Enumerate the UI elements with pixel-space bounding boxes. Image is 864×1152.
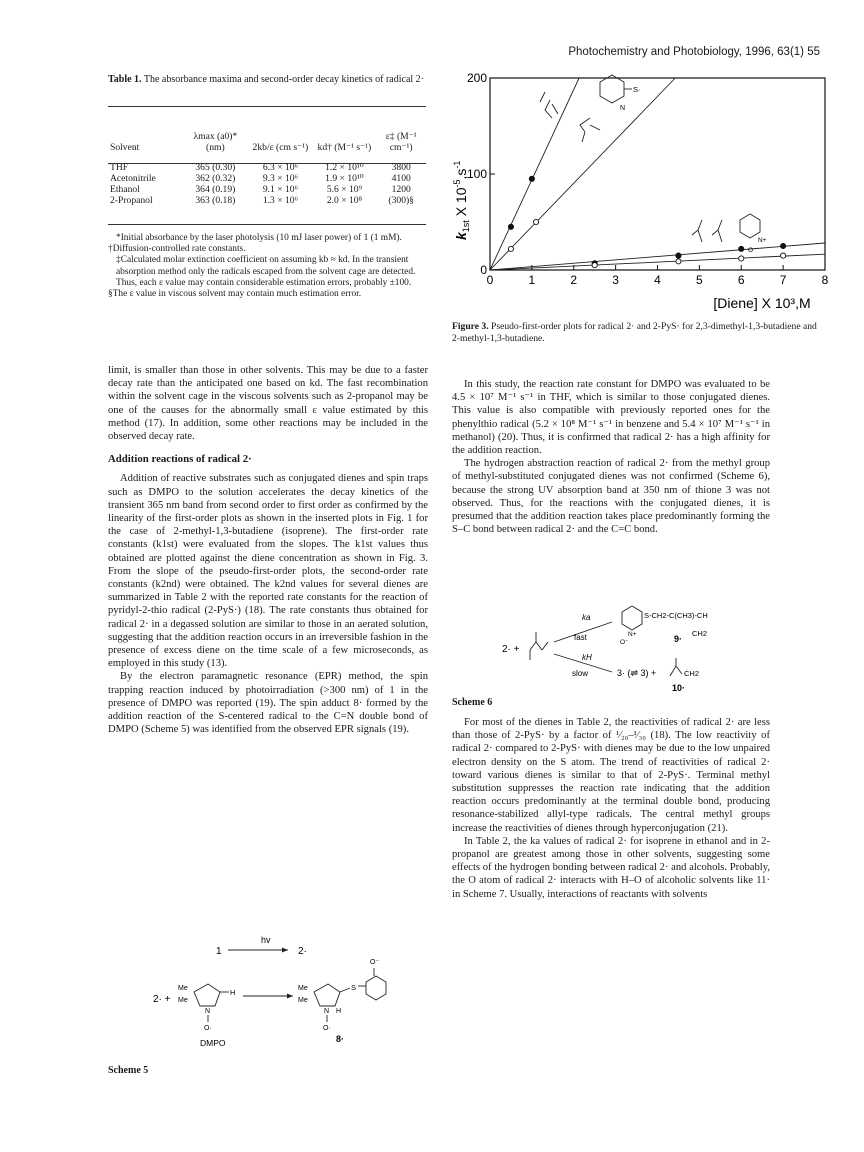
cell: 3800 bbox=[391, 162, 411, 173]
data-point bbox=[781, 243, 786, 248]
inset-o-minus: O⁻ bbox=[748, 247, 757, 254]
table-caption bbox=[108, 74, 428, 86]
scheme5-o: O· bbox=[323, 1025, 331, 1032]
allyl-structure bbox=[670, 658, 682, 676]
scheme5-me: Me bbox=[178, 997, 188, 1004]
table-header-rule bbox=[108, 163, 426, 164]
table-row bbox=[108, 195, 426, 206]
data-point bbox=[508, 246, 513, 251]
scheme5-o-minus: O⁻ bbox=[370, 959, 380, 966]
pyridine-ring bbox=[366, 976, 386, 1000]
table-1 bbox=[108, 108, 426, 206]
scheme-6-label: Scheme 6 bbox=[452, 697, 493, 708]
cell: 1.2 × 10¹⁰ bbox=[325, 162, 364, 173]
x-tick-label: 5 bbox=[696, 273, 703, 287]
pyridine-ring bbox=[600, 75, 624, 103]
scheme6-o-minus: O⁻ bbox=[620, 639, 629, 646]
scheme5-h: H bbox=[336, 1008, 342, 1015]
right-column bbox=[452, 378, 770, 536]
y-tick-label: 100 bbox=[466, 167, 487, 181]
x-tick-label: 4 bbox=[654, 273, 661, 287]
cell: 363 (0.18) bbox=[195, 195, 236, 206]
scheme6-ka: ka bbox=[582, 613, 591, 622]
paragraph: By the electron paramagnetic resonance (EPR) method, the spin trapping reaction induced by photoirradiation (>300 nm) of 1 in the presence of DMPO was reported (19). The spin adduct 8· formed by the addition reaction of the S-centered radical to the C=N double bond of DMPO (Scheme 5) was identified from the observed EPR signals (19). bbox=[108, 671, 428, 736]
cell: 2.0 × 10⁸ bbox=[326, 195, 362, 206]
fig3-axes bbox=[490, 78, 825, 270]
arrowhead bbox=[282, 948, 288, 953]
diene-structure bbox=[580, 118, 600, 142]
cell: 9.3 × 10⁶ bbox=[262, 173, 298, 184]
y-label-exp: -5 bbox=[452, 179, 462, 188]
inset-n-plus: N+ bbox=[758, 237, 767, 244]
scheme5-o: O· bbox=[204, 1025, 212, 1032]
scheme6-product3: 3· (⇌ 3) + bbox=[617, 668, 657, 678]
table-row bbox=[108, 184, 426, 195]
dmpo-ring bbox=[194, 984, 220, 1006]
scheme6-n-plus: N+ bbox=[628, 631, 637, 638]
bond bbox=[340, 988, 350, 992]
scheme6-product10: 10· bbox=[672, 683, 686, 692]
scheme5-n: N bbox=[324, 1008, 330, 1015]
scheme5-dmpo: DMPO bbox=[200, 1038, 226, 1048]
scheme5-hv: hv bbox=[261, 935, 271, 945]
scheme5-plus: 2· + bbox=[153, 994, 171, 1005]
cell: 6.3 × 10⁶ bbox=[262, 162, 298, 173]
scheme6-chain: S-CH2-C(CH3)-CH bbox=[644, 611, 708, 620]
data-point bbox=[739, 246, 744, 251]
paragraph: In Table 2, the ka values of radical 2· for isoprene in ethanol and in 2-propanol are greatest among those in other solvents, suggesting some effects of the hydrogen bonding between radical 2· and alcohols. Probably, the O atom of radical 2· interacts with H–O of alcoholic solvents like 11· in Scheme 7. Usually, interactions of reactants with solvents bbox=[452, 835, 770, 900]
y-tick-label: 200 bbox=[466, 71, 487, 85]
data-point bbox=[676, 253, 681, 258]
footnote: *Initial absorbance by the laser photolysis (10 mJ laser power) of 1 (1 mM). bbox=[116, 233, 402, 243]
scheme-5-label: Scheme 5 bbox=[108, 1065, 149, 1076]
data-points bbox=[508, 176, 785, 268]
y-label-unit: ,s bbox=[453, 168, 469, 180]
scheme-5 bbox=[108, 930, 428, 1060]
scheme6-kh: kH bbox=[582, 653, 592, 662]
inset-s-radical: S· bbox=[633, 85, 641, 94]
section-heading: Addition reactions of radical 2· bbox=[108, 453, 252, 466]
data-point bbox=[592, 263, 597, 268]
cell: 2-Propanol bbox=[110, 195, 153, 206]
figure-caption bbox=[452, 321, 822, 344]
plot-frame bbox=[490, 78, 825, 270]
header-solvent: Solvent bbox=[110, 142, 140, 153]
scheme6-product9: 9· bbox=[674, 634, 683, 644]
inset-dimethylbutadiene bbox=[540, 92, 558, 118]
cell: 9.1 × 10⁶ bbox=[262, 184, 298, 195]
scheme5-reactant: 1 bbox=[216, 946, 222, 957]
inset-2pys-structure bbox=[600, 75, 641, 112]
scheme5-me: Me bbox=[298, 985, 308, 992]
cell: Acetonitrile bbox=[110, 173, 156, 184]
pyridine-ring bbox=[740, 214, 760, 238]
x-tick-label: 2 bbox=[570, 273, 578, 287]
y-label-rest: X 10 bbox=[453, 187, 469, 221]
data-point bbox=[533, 219, 538, 224]
cell: THF bbox=[110, 162, 129, 173]
product-ring bbox=[314, 984, 340, 1006]
paragraph: limit, is smaller than those in other solvents. This may be due to a faster decay rate than the anticipated one based on kd. The fast recombination within the solvent cage in the viscous solvents such as 2-propanol may be one of the causes for the abnormally small ε value estimated by this method (17). In addition, some other reactions may be included in the observed decay rate. bbox=[108, 365, 428, 443]
table-caption-text: The absorbance maxima and second-order decay kinetics of radical 2· bbox=[143, 74, 425, 85]
diene-structure bbox=[692, 220, 702, 242]
x-ticks bbox=[487, 265, 829, 287]
diene-structure bbox=[540, 92, 558, 118]
cell: Ethanol bbox=[110, 184, 140, 195]
paragraph: In this study, the reaction rate constant for DMPO was evaluated to be 4.5 × 10⁷ M⁻¹ s⁻¹ in THF, which is similar to those conjugated dienes. This value is also compatible with previously reported ones for the phenylthio radical (5.2 × 10⁸ M⁻¹ s⁻¹ in benzene and 5.4 × 10⁷ M⁻¹ s⁻¹ in methanol) (20). Thus, it is confirmed that radical 2· has a high affinity for the addition reaction. bbox=[452, 379, 770, 457]
cell: 5.6 × 10⁹ bbox=[326, 184, 362, 195]
paragraph: Addition of reactive substrates such as conjugated dienes and spin traps such as DMPO to the solution accelerates the decay kinetics of the transient 365 nm band from second order to first order as confirmed by the linearity of the first-order plots as shown in the inserted plots in Fig. 1 for the case of 2-methyl-1,3-butadiene (isoprene). The first-order rate constants (k1st) were evaluated from the slopes. The k1st values thus obtained are plotted against the diene concentration as shown in Fig. 3. From the slope of the pseudo-first-order plots, the second-order rate constants (k2nd) were obtained. The k2nd values for several dienes are summarized in Table 2 with the reported rate constants for the reaction of pyridyl-2-thio radical (2-PyS·) (18). The rate constants thus obtained for radical 2· in a degassed solution are similar to those in an aerated solution, suggesting that the addition reaction occurs in an irreversible fashion in the presence of excess diene on the time scale of a few microseconds, as employed in this study (13). bbox=[108, 473, 428, 670]
table-label: Table 1. bbox=[108, 74, 142, 85]
cell: 1.3 × 10⁶ bbox=[262, 195, 298, 206]
scheme6-fast: fast bbox=[574, 633, 587, 642]
table-header-row bbox=[108, 108, 426, 154]
data-point bbox=[739, 256, 744, 261]
paragraph: The hydrogen abstraction reaction of radical 2· from the methyl group of methyl-substituted conjugated dienes was not confirmed (Scheme 6), because the strong UV absorption band at 350 nm of thione 3 was not observed. Thus, for the reactions with the conjugated dienes, it is presumed that the addition reaction takes place predominantly forming the S–C bond between radical 2· and the C=C bond. bbox=[452, 458, 770, 536]
table-row bbox=[108, 173, 426, 184]
x-tick-label: 3 bbox=[612, 273, 619, 287]
fit-lines bbox=[490, 78, 825, 270]
header-lambda: λmax (a0)* (nm) bbox=[193, 131, 238, 153]
left-column bbox=[108, 364, 428, 736]
table-footnotes bbox=[108, 233, 430, 300]
x-tick-label: 7 bbox=[779, 273, 787, 287]
cell: 362 (0.32) bbox=[195, 173, 236, 184]
figure-3 bbox=[440, 70, 840, 320]
data-point bbox=[529, 176, 534, 181]
table-bottom-rule bbox=[108, 224, 426, 225]
cell: 1200 bbox=[391, 184, 411, 195]
y-ticks bbox=[467, 71, 495, 277]
diene-structure bbox=[712, 220, 722, 242]
right-column-continued bbox=[452, 716, 770, 901]
scheme5-n: N bbox=[205, 1008, 211, 1015]
inset-thione-structure bbox=[692, 214, 767, 254]
data-point bbox=[676, 259, 681, 264]
footnote: ‡Calculated molar extinction coefficient on assuming kb ≈ kd. In the transient absorption method only the radicals escaped from the solvent cage are detected. Thus, each ε value may contain considerable estimation errors, probably ±100. bbox=[116, 255, 416, 288]
y-label-unit-exp: -1 bbox=[452, 160, 462, 169]
paragraph: For most of the dienes in Table 2, the reactivities of radical 2· are less than those of 2-PyS· by a factor of ¹⁄₂₀–¹⁄₃₀ (18). The low reactivity of radical 2· compared to 2-PyS· with dienes may be due to the low unpaired electron density on the S atom. The trend of reactivities of radical 2· toward various dienes is similar to that of 2-PyS·. Terminal methyl substitution suppresses the reaction rate indicating that the addition reaction occurs predominantly at the terminal double bond, producing resonance-stabilized allyl-type radicals. The central methyl groups increase the reactivities of dienes through hyperconjugation (21). bbox=[452, 717, 770, 834]
data-point bbox=[508, 224, 513, 229]
header-kd: kd† (M⁻¹ s⁻¹) bbox=[317, 142, 372, 153]
isoprene-structure bbox=[530, 632, 548, 660]
cell: 365 (0.30) bbox=[195, 162, 236, 173]
running-head: Photochemistry and Photobiology, 1996, 63(1) 55 bbox=[568, 46, 820, 58]
fit-line bbox=[490, 78, 675, 270]
footnote: §The ε value in viscous solvent may contain much estimation error. bbox=[108, 289, 362, 300]
scheme5-s: S bbox=[351, 983, 357, 992]
figure-caption-text: Pseudo-first-order plots for radical 2· and 2-PyS· for 2,3-dimethyl-1,3-butadiene and 2-methyl-1,3-butadiene. bbox=[452, 321, 817, 344]
footnote: †Diffusion-controlled rate constants. bbox=[108, 244, 246, 255]
scheme5-radical: 2· bbox=[298, 946, 307, 957]
x-tick-label: 6 bbox=[737, 273, 745, 287]
scheme5-product: 8· bbox=[336, 1034, 345, 1044]
cell: 364 (0.19) bbox=[195, 184, 236, 195]
inset-isoprene bbox=[580, 118, 600, 142]
data-point bbox=[781, 253, 786, 258]
scheme6-ch2: CH2 bbox=[692, 629, 708, 638]
scheme-6 bbox=[452, 604, 782, 692]
pyridine-ring bbox=[622, 606, 642, 630]
x-tick-label: 8 bbox=[821, 273, 829, 287]
table-top-rule bbox=[108, 106, 426, 107]
figure-label: Figure 3. bbox=[452, 321, 489, 332]
y-label-sub: 1st bbox=[461, 220, 471, 233]
arrowhead bbox=[287, 994, 293, 999]
scheme5-me: Me bbox=[178, 985, 188, 992]
cell: (300)§ bbox=[388, 195, 414, 206]
header-epsilon: ε‡ (M⁻¹ cm⁻¹) bbox=[385, 131, 417, 153]
y-axis-label bbox=[452, 161, 471, 240]
scheme6-reactant: 2· + bbox=[502, 644, 520, 655]
scheme5-h: H bbox=[230, 988, 236, 997]
inset-n: N bbox=[620, 105, 626, 112]
scheme6-ch2-radical: ĊH2 bbox=[684, 669, 700, 678]
x-tick-label: 0 bbox=[486, 273, 494, 287]
x-axis-label: [Diene] X 10³,M bbox=[713, 295, 811, 311]
cell: 4100 bbox=[391, 173, 411, 184]
scheme5-me: Me bbox=[298, 997, 308, 1004]
header-2kb: 2kb/ε (cm s⁻¹) bbox=[252, 142, 309, 153]
fit-line bbox=[490, 78, 579, 270]
scheme6-slow: slow bbox=[572, 669, 589, 678]
cell: 1.9 × 10¹⁰ bbox=[325, 173, 364, 184]
y-tick-label: 0 bbox=[480, 263, 487, 277]
x-tick-label: 1 bbox=[528, 273, 536, 287]
y-label-k: k bbox=[453, 232, 469, 240]
